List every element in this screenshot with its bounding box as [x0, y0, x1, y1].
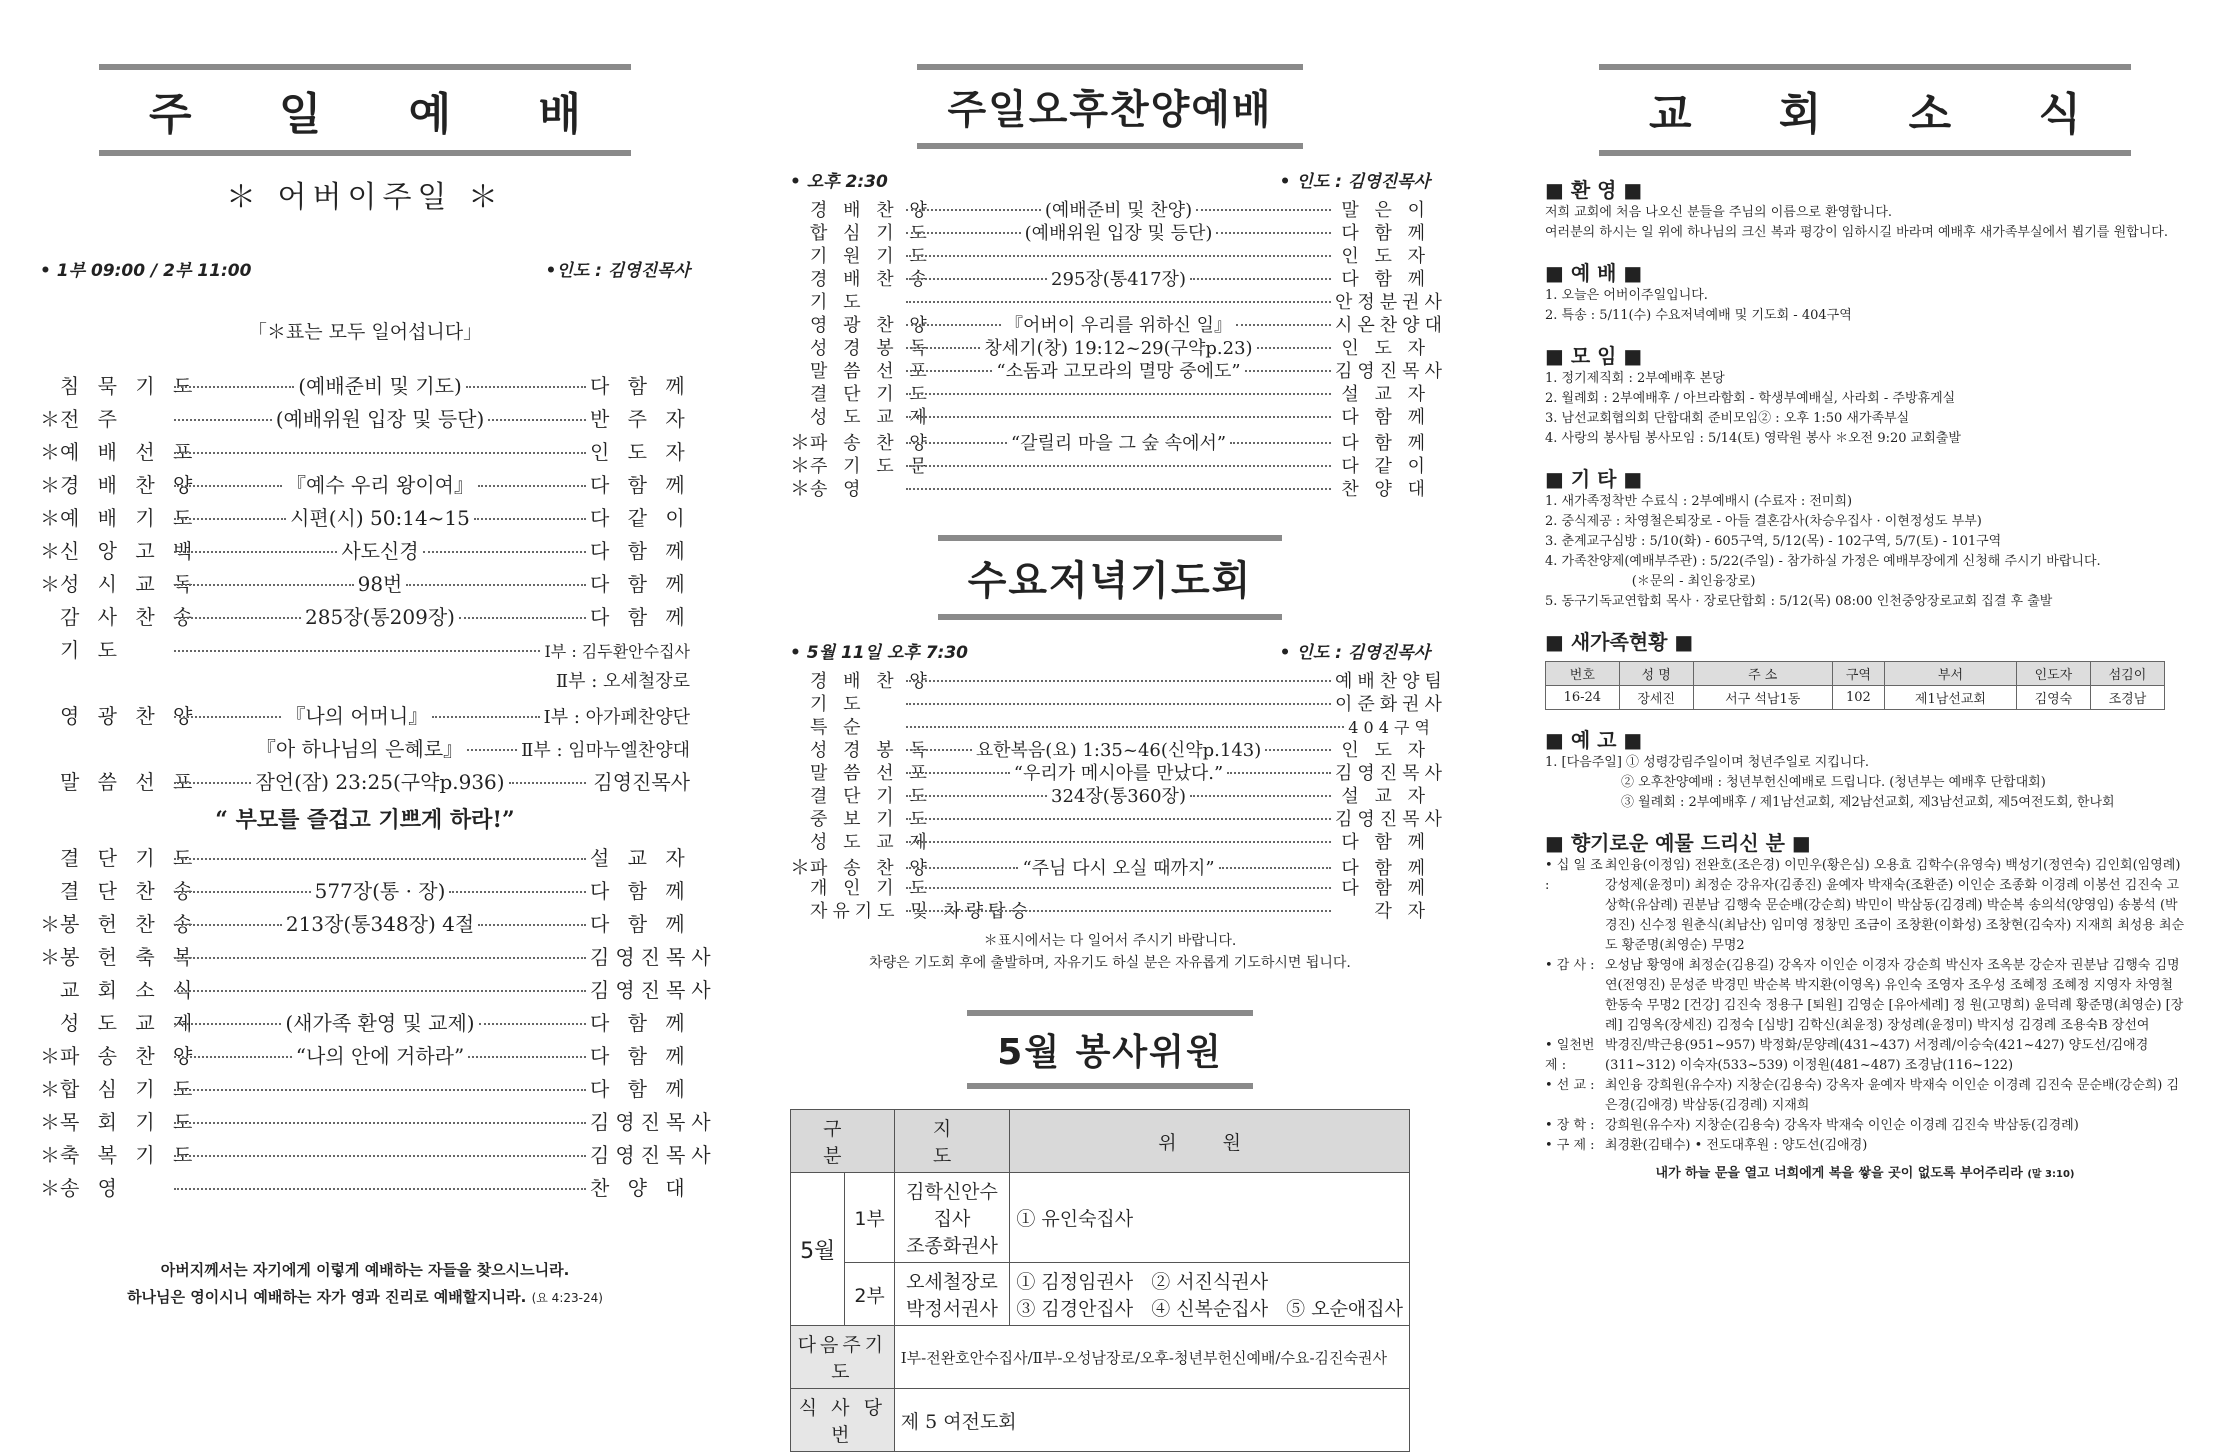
wednesday-title: 수요저녁기도회 [938, 535, 1282, 620]
order-row [790, 897, 1430, 920]
order-label: 경 배 찬 송 [810, 269, 932, 290]
order-row [790, 403, 1430, 426]
welcome-heading: ■ 환 영 ■ [1545, 178, 1643, 202]
order-label: 전 주 [60, 407, 123, 431]
stand-mark: ＊ [40, 539, 60, 563]
order-label: 송 영 [810, 479, 866, 500]
meeting-line-1: 1. 정기제직회 : 2부예배후 본당 [1545, 371, 1725, 386]
new-family-header: 섬김이 [2090, 662, 2164, 686]
order-label: 침 묵 기 도 [60, 374, 199, 398]
afternoon-worship-column [790, 0, 1447, 1446]
meeting-line-3: 3. 남선교회협의회 단합대회 준비모임② : 오후 1:50 새가족부실 [1545, 411, 1910, 426]
order-label: 봉 헌 찬 송 [60, 912, 199, 936]
offering-names: 최인융(이정임) 전완호(조은경) 이민우(황은심) 오용효 김학수(유영숙) 백성기(정연숙) 김인회(임영례) 강성제(윤정미) 최정순 강유자(김종진) 윤예자 박재숙(조환준) 이인순 조종화 이경례 이봉선 김진숙 고상학(유삼례) 권분남 김행숙 문순배(강순희) 박민이 박삼동(김경례) 박순복 송의석(양영임) 송봉석 (박경진) 신수정 원춘식(최남산) 임미영 정창민 조금이 조창환(이화성) 조창현(김숙자) 지재희 최성용 최순도 황준명(최영순) 무명2 [1605, 858, 2185, 953]
order-person: 다 함 께 [1341, 878, 1430, 899]
sermon-ref: 잠언(잠) 23:25(구약p.936) [255, 770, 505, 794]
order-value: 요한복음(요) 1:35~46(신약p.143) [975, 740, 1262, 761]
bus-note: 차량은 기도회 후에 출발하며, 자유기도 하실 분은 자유롭게 기도하시면 됩니다. [869, 955, 1351, 971]
meal-value: 제 5 여전도회 [894, 1389, 1409, 1452]
order-row [40, 535, 690, 568]
order-label: 성 시 교 독 [60, 572, 199, 596]
order-person: 다 함 께 [590, 1044, 691, 1068]
order-person: 다 함 께 [1341, 832, 1430, 853]
order-row [790, 805, 1447, 830]
closing-verse: 내가 하늘 문을 열고 너희에게 복을 쌓을 곳이 없도록 부어주리라 [1655, 1166, 2023, 1181]
order-value: “우리가 메시아를 만났다.” [1013, 763, 1224, 784]
new-family-table [1545, 661, 2165, 710]
sunday-worship-title: 주 일 예 배 [99, 64, 631, 156]
order-label: 신 앙 고 백 [60, 539, 199, 563]
stand-mark: ＊ [790, 476, 810, 500]
order-value: (예배위원 입장 및 등단) [275, 407, 485, 431]
offering-category: • 선 교 : [1545, 1078, 1595, 1093]
new-family-header: 번호 [1546, 662, 1620, 686]
etc-line-4: 4. 가족찬양제(예배부주관) : 5/22(주일) - 참가하실 가정은 예배부장에게 신청해 주시기 바랍니다. [1545, 554, 2101, 569]
order-row [790, 265, 1430, 288]
notice-line-1: 1. [다음주일] ① 성령강림주일이며 청년주일로 지킵니다. [1545, 755, 1870, 770]
order-value: “나의 안에 거하라” [295, 1044, 465, 1068]
church-news-title: 교 회 소 식 [1599, 64, 2131, 156]
order-person: 각 자 [1374, 901, 1430, 922]
choir-label: 영 광 찬 양 [60, 704, 199, 728]
part2-members-1: ① 김정임권사 ② 서진식권사 [1016, 1271, 1269, 1293]
order-person: 다 함 께 [590, 605, 691, 629]
part2-members-2: ③ 김경안집사 ④ 신복순집사 ⑤ 오순애집사 [1016, 1298, 1403, 1320]
stand-mark: ＊ [40, 1110, 60, 1134]
order-person: 다 함 께 [590, 374, 691, 398]
order-person: 다 함 께 [590, 539, 691, 563]
order-row [790, 426, 1431, 454]
choir1-song: 『나의 어머니』 [285, 704, 429, 728]
order-label: 송 영 [60, 1176, 123, 1200]
order-person: 다 함 께 [1341, 269, 1431, 290]
offering-category: • 장 학 : [1545, 1118, 1595, 1133]
stand-mark: ＊ [40, 1176, 60, 1200]
order-of-worship [40, 370, 717, 1205]
order-person: 김영진목사 [1335, 763, 1447, 784]
new-family-cell: 16-24 [1546, 686, 1620, 710]
order-label: 기 도 [810, 694, 866, 715]
order-row [40, 502, 690, 535]
order-value: 285장(통209장) [305, 605, 455, 629]
wednesday-leader: • 인도 : 김영진목사 [1279, 643, 1430, 663]
order-row [40, 568, 690, 601]
offering-names: 강희원(유수자) 지창순(김용숙) 강옥자 박재숙 이인순 이경례 김진숙 박삼동(김경례) [1605, 1118, 2079, 1133]
wednesday-order [790, 667, 1447, 922]
welcome-line-2: 여러분의 하시는 일 위에 하나님의 크신 복과 평강이 임하시길 바라며 예배후 새가족부실에서 뵙기를 원합니다. [1545, 225, 2168, 240]
order-value: (새가족 환영 및 교제) [285, 1011, 475, 1035]
order-row [40, 908, 690, 941]
order-row [790, 380, 1430, 403]
afternoon-title: 주일오후찬양예배 [917, 64, 1302, 149]
service-committee-title: 5월 봉사위원 [967, 1010, 1252, 1089]
order-value: “갈릴리 마을 그 숲 속에서” [1010, 433, 1227, 454]
order-value: 사도신경 [341, 539, 419, 563]
offering-item [1545, 1136, 2185, 1156]
new-family-cell: 102 [1832, 686, 1884, 710]
order-person: 인 도 자 [590, 440, 691, 464]
bottom-verse-ref: (요 4:23-24) [531, 1291, 603, 1305]
stand-mark: ＊ [40, 912, 60, 936]
order-person: 설 교 자 [590, 846, 691, 870]
order-label: 성 경 봉 독 [810, 740, 932, 761]
part1-members: ① 유인숙집사 [1010, 1173, 1410, 1263]
order-label: 영 광 찬 양 [810, 315, 932, 336]
part2-lead: 오세철장로 박정서권사 [894, 1263, 1010, 1326]
order-label: 봉 헌 축 복 [60, 945, 199, 969]
order-person: 찬 양 대 [590, 1176, 691, 1200]
part1-cell: 1부 [845, 1173, 894, 1263]
order-row [40, 974, 717, 1007]
bottom-verse-1: 아버지께서는 자기에게 이렇게 예배하는 자들을 찾으시느니라. [160, 1261, 570, 1279]
afternoon-order [790, 196, 1447, 500]
stand-mark: ＊ [40, 506, 60, 530]
etc-line-3: 3. 춘계교구심방 : 5/10(화) - 605구역, 5/12(목) - 102구역, 5/7(토) - 101구역 [1545, 534, 2002, 549]
order-label: 기 도 [810, 292, 866, 313]
stand-note-2: ＊표시에서는 다 일어서 주시기 바랍니다. [983, 933, 1237, 949]
order-row [40, 875, 690, 908]
offering-item [1545, 856, 2185, 956]
new-family-cell: 장세진 [1619, 686, 1693, 710]
order-value: (예배준비 및 찬양) [1044, 200, 1193, 221]
order-label: 파 송 찬 양 [810, 858, 932, 879]
order-row [790, 736, 1430, 759]
order-row [790, 219, 1430, 242]
offering-heading: ■ 향기로운 예물 드리신 분 ■ [1545, 831, 1811, 855]
order-label: 축 복 기 도 [60, 1143, 199, 1167]
order-person: 다 함 께 [1341, 858, 1430, 879]
order-label: 성 도 교 제 [60, 1011, 199, 1035]
order-person: 찬 양 대 [1341, 479, 1430, 500]
worship-line-2: 2. 특송 : 5/11(수) 수요저녁예배 및 기도회 - 404구역 [1545, 308, 1852, 323]
order-row [40, 370, 690, 403]
order-label: 합 심 기 도 [810, 223, 932, 244]
order-label: 결 단 기 도 [810, 384, 932, 405]
order-label: 자유기도 및 차량탑승 [810, 901, 1033, 922]
order-person: 김영진목사 [590, 1110, 717, 1134]
etc-heading: ■ 기 타 ■ [1545, 467, 1643, 491]
order-value: 324장(통360장) [1051, 786, 1186, 807]
order-row [790, 828, 1430, 851]
order-person: 설 교 자 [1341, 786, 1431, 807]
sermon-title: “ 부모를 즐겁고 기쁘게 하라!” [215, 807, 515, 833]
order-value: “소돔과 고모라의 멸망 중에도” [996, 361, 1241, 382]
order-row [40, 941, 717, 974]
afternoon-leader: • 인도 : 김영진목사 [1279, 172, 1430, 192]
order-label: 감 사 찬 송 [60, 605, 199, 629]
order-row [790, 242, 1430, 265]
order-row [40, 1139, 717, 1172]
order-label: 교 회 소 식 [60, 978, 199, 1002]
order-person: 안정분권사 [1335, 292, 1447, 313]
order-label: 경 배 찬 양 [60, 473, 199, 497]
order-person: 반 주 자 [590, 407, 691, 431]
order-label: 결 단 기 도 [810, 786, 932, 807]
etc-line-2: 2. 중식제공 : 차영철은퇴장로 - 아들 결혼감사(차승우집사 · 이현정성도 부부) [1545, 514, 1982, 529]
order-label: 목 회 기 도 [60, 1110, 199, 1134]
order-value: 295장(통417장) [1051, 269, 1186, 290]
next-week-label: 다음주기도 [791, 1326, 895, 1389]
church-news-column [1545, 0, 2185, 1240]
order-label: 결 단 찬 송 [60, 879, 199, 903]
meeting-line-2: 2. 월례회 : 2부예배후 / 아브라함회 - 학생부예배실, 사라회 - 주방휴게실 [1545, 391, 1956, 406]
order-row [790, 357, 1447, 382]
th-division: 구 분 [791, 1110, 895, 1173]
order-row [40, 601, 690, 634]
service-leader: •인도 : 김영진목사 [545, 261, 690, 281]
sermon-preacher: 김영진목사 [593, 770, 691, 794]
stand-mark: ＊ [40, 440, 60, 464]
stand-mark: ＊ [40, 1143, 60, 1167]
stand-mark: ＊ [40, 1044, 60, 1068]
etc-line-6: 5. 동구기독교연합회 목사 · 장로단합회 : 5/12(목) 08:00 인천중앙장로교회 집결 후 출발 [1545, 594, 2053, 609]
order-label: 기 원 기 도 [810, 246, 932, 267]
offering-category: • 감 사 : [1545, 958, 1595, 973]
order-label: 파 송 찬 양 [810, 433, 932, 454]
order-row [40, 1073, 690, 1106]
order-person: Ⅰ부 : 김두환안수집사 [544, 642, 690, 661]
order-person: 김영진목사 [1335, 361, 1447, 382]
welcome-line-1: 저희 교회에 처음 나오신 분들을 주님의 이름으로 환영합니다. [1545, 205, 1893, 220]
prayer-part2: Ⅱ부 : 오세철장로 [555, 671, 690, 692]
new-family-header: 인도자 [2016, 662, 2090, 686]
service-time: • 1부 09:00 / 2부 11:00 [40, 261, 252, 281]
offering-item [1545, 1076, 2185, 1116]
stand-mark: ＊ [790, 855, 810, 879]
order-row [790, 311, 1447, 336]
order-row [790, 667, 1447, 692]
worship-heading: ■ 예 배 ■ [1545, 261, 1643, 285]
new-family-header: 부서 [1885, 662, 2017, 686]
new-family-heading: ■ 새가족현황 ■ [1545, 630, 1694, 654]
stand-mark: ＊ [40, 473, 60, 497]
notice-line-2: ② 오후찬양예배 : 청년부헌신예배로 드립니다. (청년부는 예배후 단합대회) [1621, 775, 2046, 790]
order-person: 김영진목사 [590, 978, 717, 1002]
order-label: 성 도 교 제 [810, 407, 932, 428]
order-label: 기 도 [60, 638, 123, 662]
month-cell: 5월 [791, 1173, 845, 1326]
sunday-worship-column [40, 0, 717, 1306]
stand-mark: ＊ [790, 453, 810, 477]
offering-names: 오성남 황영애 최정순(김용길) 강옥자 이인순 이경자 강순희 박신자 조옥분 강순자 권분남 김행숙 김명연(전영진) 문성준 박경민 박순복 박지환(이영옥) 유인숙 조영자 조우성 조혜정 조혜정 지영자 차영철 한동숙 무명2 [건강] 김진숙 정용구 [퇴원] 김영순 [유아세례] 정 원(고명희) 윤덕례 황준명(최영순) [장례] 김영옥(장세진) 김정숙 [심방] 김학신(최윤정) 장성례(윤정미) 박지성 김경례 조용숙B 장선여 [1605, 958, 2184, 1033]
new-family-header: 주 소 [1693, 662, 1832, 686]
order-row [40, 469, 690, 502]
order-row [790, 713, 1430, 736]
order-row [40, 1172, 690, 1205]
order-person: 이준화권사 [1335, 694, 1447, 715]
order-row [790, 782, 1430, 805]
offering-names: 최인융 강희원(유수자) 지창순(김용숙) 강옥자 윤예자 박재숙 이인순 이경례 김진숙 문순배(강순희) 김은경(김애경) 박삼동(김경례) 지재희 [1605, 1078, 2180, 1113]
order-label: 예 배 선 포 [60, 440, 199, 464]
order-value: “주님 다시 오실 때까지” [1022, 858, 1215, 879]
order-person: 다 같 이 [590, 506, 691, 530]
order-person: 인 도 자 [1341, 246, 1430, 267]
new-family-cell: 조경남 [2090, 686, 2164, 710]
order-label: 합 심 기 도 [60, 1077, 199, 1101]
order-person: 다 함 께 [590, 1011, 691, 1035]
order-label: 특 순 [810, 717, 866, 738]
offering-category: • 일천번제 : [1545, 1038, 1595, 1073]
stand-mark: ＊ [40, 407, 60, 431]
worship-line-1: 1. 오늘은 어버이주일입니다. [1545, 288, 1708, 303]
order-person: 다 함 께 [590, 912, 691, 936]
offering-category: • 구 제 : [1545, 1138, 1595, 1153]
sermon-label: 말 씀 선 포 [60, 770, 199, 794]
order-row [40, 634, 690, 667]
order-person: 다 함 께 [590, 572, 691, 596]
choir2-who: Ⅱ부 : 임마누엘찬양대 [521, 740, 690, 761]
order-row [40, 436, 690, 469]
order-row [40, 1106, 717, 1139]
offering-list [1545, 856, 2185, 1156]
order-label: 말 씀 선 포 [810, 763, 932, 784]
stand-mark: ＊ [40, 1077, 60, 1101]
order-person: 다 함 께 [1341, 407, 1430, 428]
order-row [40, 1007, 690, 1040]
offering-item [1545, 1116, 2185, 1136]
sunday-subtitle: ＊ 어버이주일 ＊ [226, 180, 504, 215]
order-label: 말 씀 선 포 [810, 361, 932, 382]
order-row [790, 690, 1447, 715]
new-family-cell: 김영숙 [2016, 686, 2090, 710]
order-row [790, 196, 1430, 219]
order-row [790, 759, 1447, 784]
order-label: 예 배 기 도 [60, 506, 199, 530]
notice-line-3: ③ 월례회 : 2부예배후 / 제1남선교회, 제2남선교회, 제3남선교회, 제5여전도회, 한나회 [1621, 795, 2115, 810]
stand-mark: ＊ [790, 430, 810, 454]
afternoon-time: • 오후 2:30 [790, 172, 888, 192]
order-label: 성 도 교 제 [810, 832, 932, 853]
stand-mark: ＊ [40, 572, 60, 596]
order-value: (예배준비 및 기도) [298, 374, 462, 398]
order-label: 중 보 기 도 [810, 809, 932, 830]
offering-item [1545, 1036, 2185, 1076]
order-row [790, 334, 1430, 357]
bottom-verse-2: 하나님은 영이시니 예배하는 자가 영과 진리로 예배할지니라. [127, 1288, 527, 1306]
order-person: 다 함 께 [590, 1077, 691, 1101]
new-family-header: 성 명 [1619, 662, 1693, 686]
new-family-cell: 제1남선교회 [1885, 686, 2017, 710]
order-row [790, 472, 1430, 500]
order-person: 다 함 께 [590, 879, 691, 903]
th-lead: 지 도 [894, 1110, 1010, 1173]
order-value: 시편(시) 50:14~15 [290, 506, 470, 530]
order-person: 4 0 4 구 역 [1348, 718, 1430, 737]
closing-verse-ref: (말 3:10) [2027, 1169, 2075, 1180]
order-row [790, 288, 1447, 313]
etc-line-5: (＊문의 - 최인융장로) [1545, 574, 1756, 589]
offering-category: • 십 일 조 : [1545, 858, 1603, 893]
offering-names: 박경진/박근용(951~957) 박정화/문양례(431~437) 서정례/이승숙(421~427) 양도선/김애경(311~312) 이숙자(533~539) 이정원(481~487) 조경남(116~122) [1605, 1038, 2149, 1073]
order-person: 인 도 자 [1341, 740, 1431, 761]
order-value: (예배위원 입장 및 등단) [1024, 223, 1213, 244]
order-person: 예배찬양팀 [1335, 671, 1447, 692]
order-value: 577장(통 · 장) [314, 879, 446, 903]
order-label: 주 기 도 문 [810, 456, 932, 477]
etc-line-1: 1. 새가족정착반 수료식 : 2부예배시 (수료자 : 전미희) [1545, 494, 1853, 509]
wednesday-time: • 5월 11일 오후 7:30 [790, 643, 968, 663]
part2-cell: 2부 [845, 1263, 894, 1326]
order-row [40, 403, 690, 436]
order-person: 다 함 께 [590, 473, 691, 497]
order-label: 개 인 기 도 [810, 878, 932, 899]
order-value: 『예수 우리 왕이여』 [286, 473, 474, 497]
order-person: 말 은 이 [1341, 200, 1430, 221]
order-person: 김영진목사 [1335, 809, 1447, 830]
order-label: 파 송 찬 양 [60, 1044, 199, 1068]
order-value: 213장(통348장) 4절 [285, 912, 475, 936]
choir2-song: 『아 하나님의 은혜로』 [255, 737, 464, 761]
order-value: 『어버이 우리를 위하신 일』 [1004, 315, 1233, 336]
meeting-heading: ■ 모 임 ■ [1545, 344, 1643, 368]
order-label: 경 배 찬 양 [810, 200, 932, 221]
th-members: 위 원 [1010, 1110, 1410, 1173]
order-person: 설 교 자 [1341, 384, 1430, 405]
order-person: 김영진목사 [590, 945, 717, 969]
order-label: 경 배 찬 양 [810, 671, 932, 692]
new-family-cell: 서구 석남1동 [1693, 686, 1832, 710]
choir1-who: Ⅰ부 : 아가페찬양단 [543, 707, 690, 728]
offering-names: 최경환(김태수) • 전도대후원 : 양도선(김애경) [1605, 1138, 1868, 1153]
meal-label: 식 사 당 번 [791, 1389, 895, 1452]
service-committee-table [790, 1109, 1410, 1452]
order-person: 다 함 께 [1341, 433, 1431, 454]
order-row [40, 842, 690, 875]
offering-item [1545, 956, 2185, 1036]
order-row [40, 1040, 690, 1073]
part1-lead: 김학신안수집사 조종화권사 [894, 1173, 1010, 1263]
meeting-line-4: 4. 사랑의 봉사팀 봉사모임 : 5/14(토) 영락원 봉사 ＊오전 9:20 교회출발 [1545, 431, 1961, 446]
order-person: 김영진목사 [590, 1143, 717, 1167]
next-week-value: Ⅰ부-전완호안수집사/Ⅱ부-오성남장로/오후-청년부헌신예배/수요-김진숙권사 [894, 1326, 1409, 1389]
order-label: 결 단 기 도 [60, 846, 199, 870]
new-family-header: 구역 [1832, 662, 1884, 686]
notice-heading: ■ 예 고 ■ [1545, 728, 1643, 752]
order-person: 인 도 자 [1341, 338, 1430, 359]
order-label: 성 경 봉 독 [810, 338, 932, 359]
order-value: 98번 [357, 572, 403, 596]
stand-mark: ＊ [40, 945, 60, 969]
stand-note: 「＊표는 모두 일어섭니다」 [247, 321, 483, 343]
order-person: 다 함 께 [1341, 223, 1431, 244]
order-row [790, 851, 1430, 879]
order-person: 다 같 이 [1341, 456, 1430, 477]
order-value: 창세기(창) 19:12~29(구약p.23) [984, 338, 1253, 359]
order-person: 시온찬양대 [1335, 315, 1447, 336]
